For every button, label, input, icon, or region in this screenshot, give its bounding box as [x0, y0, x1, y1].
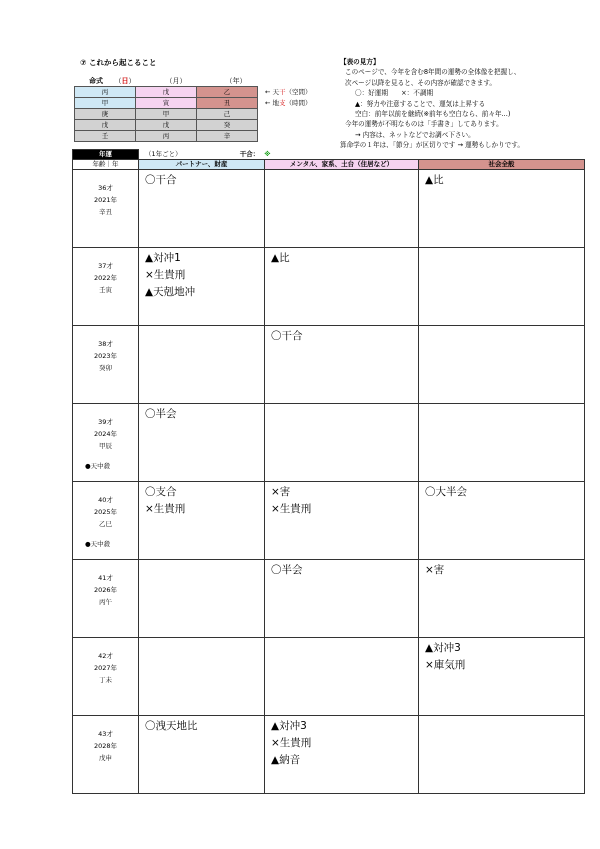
legend-line: → 内容は、ネットなどでお調べ下さい。: [355, 130, 475, 139]
legend-line: このページで、今年を含む8年間の運勢の全体像を把握し、: [345, 68, 521, 77]
year-age: 40才: [98, 496, 113, 504]
legend-line: ▲：努力や注意することで、運気は上昇する: [355, 99, 486, 108]
legend-line: 算命学の１年は、「節分」が区切りです → 運勢もしかりです。: [340, 141, 524, 150]
fortune-entry: ▲対冲3: [271, 720, 307, 732]
fortune-entry: 〇干合: [145, 174, 177, 186]
meishiki-cell: 辛: [197, 131, 258, 142]
partner-cell: [139, 170, 265, 248]
fortune-entry: ▲納音: [271, 754, 301, 766]
mental-cell: [265, 638, 419, 716]
legend-line: 〇：好運期 ×：不調期: [355, 89, 434, 98]
year-pillar-label: （年）: [225, 77, 247, 85]
year-age: 42才: [98, 652, 113, 660]
year-cell: [73, 170, 139, 248]
day-pillar-label: （日）: [114, 77, 136, 85]
year-row: [73, 404, 585, 482]
meishiki-cell: 戊: [136, 120, 197, 131]
fortune-entry: ×生貴刑: [145, 503, 186, 515]
social-cell: [419, 170, 585, 248]
social-cell: [419, 404, 585, 482]
meishiki-cell: 戊: [75, 120, 136, 131]
year-row: [73, 248, 585, 326]
fortune-entry: ×生貴刑: [145, 269, 186, 281]
mental-cell: [265, 716, 419, 794]
tenchusatsu-note: ●天中殺: [85, 540, 111, 548]
meishiki-label: 命式: [89, 77, 103, 85]
year-kanshi: 戊申: [99, 754, 112, 762]
fortune-entry: 〇干合: [271, 330, 303, 342]
legend-line: 空白：前年以前を継続(※前年も空白なら、前々年...): [355, 110, 511, 119]
fortune-entry: ▲対冲3: [425, 642, 461, 654]
nenun-label: 年運: [73, 150, 139, 160]
column-header-row: [73, 160, 585, 170]
meishiki-row: [75, 120, 258, 131]
mental-cell: [265, 482, 419, 560]
fortune-entry: 〇支合: [145, 486, 177, 498]
partner-header: パートナー、財産: [139, 160, 265, 170]
fortune-entry: ×生貴刑: [271, 737, 312, 749]
mental-cell: [265, 560, 419, 638]
year-kanshi: 壬寅: [99, 286, 112, 294]
social-cell: [419, 482, 585, 560]
year-kanshi: 辛丑: [99, 208, 112, 216]
year-year: 2024年: [93, 430, 118, 438]
fortune-table: [72, 149, 585, 794]
meishiki-cell: 壬: [75, 131, 136, 142]
meishiki-cell: 寅: [136, 98, 197, 109]
year-kanshi: 乙巳: [99, 520, 112, 528]
month-pillar-label: （月）: [165, 77, 187, 85]
chishi-note: ← 地支（時間）: [265, 99, 312, 107]
year-age: 36才: [98, 184, 113, 192]
meishiki-row: [75, 98, 258, 109]
partner-cell: [139, 248, 265, 326]
year-row: [73, 560, 585, 638]
meishiki-cell: 癸: [197, 120, 258, 131]
table-top-row: [73, 150, 585, 160]
fortune-entry: 〇半会: [145, 408, 177, 420]
fortune-entry: 〇洩天地比: [145, 720, 198, 732]
partner-cell: [139, 716, 265, 794]
partner-cell: [139, 404, 265, 482]
year-cell: [73, 248, 139, 326]
fortune-entry: ×庫気刑: [425, 659, 466, 671]
meishiki-row: [75, 131, 258, 142]
meishiki-cell: 戊: [136, 87, 197, 98]
legend-line: 今年の運勢が不明なものは「手書き」してあります。: [345, 120, 503, 129]
year-age: 37才: [98, 262, 113, 270]
fortune-entry: ▲比: [271, 252, 290, 264]
meishiki-header: [76, 76, 266, 86]
meishiki-row: [75, 87, 258, 98]
year-age: 38才: [98, 340, 113, 348]
year-year: 2021年: [93, 196, 118, 204]
social-cell: [419, 716, 585, 794]
fortune-entry: ▲天剋地冲: [145, 286, 196, 298]
legend-title: 【表の見方】: [340, 58, 380, 66]
year-age: 39才: [98, 418, 113, 426]
social-cell: [419, 326, 585, 404]
year-kanshi: 丁未: [99, 676, 112, 684]
year-kanshi: 甲辰: [99, 442, 112, 450]
age-year-header: 年齢｜年: [73, 160, 139, 170]
fortune-entry: 〇大半会: [425, 486, 467, 498]
meishiki-cell: 甲: [75, 98, 136, 109]
year-row: [73, 716, 585, 794]
fortune-entry: ▲比: [425, 174, 444, 186]
partner-cell: [139, 326, 265, 404]
year-year: 2022年: [93, 274, 118, 282]
kango-label: 干合：: [239, 149, 260, 158]
year-row: [73, 326, 585, 404]
year-cell: [73, 482, 139, 560]
year-kanshi: 丙午: [99, 598, 112, 606]
meishiki-row: [75, 109, 258, 120]
kango-value: ※: [264, 149, 271, 158]
legend: [340, 57, 580, 151]
year-row: [73, 482, 585, 560]
legend-line: 次ページ以降を見ると、その内容が確認できます。: [345, 78, 496, 87]
tenkan-note: ← 天干（空間）: [265, 88, 312, 96]
meishiki-cell: 庚: [75, 109, 136, 120]
year-age: 43才: [98, 730, 113, 738]
per-year-label: （1年ごと）: [145, 149, 182, 158]
mental-cell: [265, 326, 419, 404]
mental-cell: [265, 404, 419, 482]
year-cell: [73, 326, 139, 404]
meishiki-table: [74, 86, 258, 142]
partner-cell: [139, 560, 265, 638]
section-title: ⑦ これから起こること: [80, 58, 157, 67]
year-year: 2028年: [93, 742, 118, 750]
mental-cell: [265, 248, 419, 326]
fortune-entry: 〇半会: [271, 564, 303, 576]
fortune-entry: ▲対冲1: [145, 252, 181, 264]
year-kanshi: 癸卯: [99, 364, 112, 372]
meishiki-cell: 甲: [136, 109, 197, 120]
social-cell: [419, 248, 585, 326]
tenchusatsu-note: ●天中殺: [85, 462, 111, 470]
partner-cell: [139, 482, 265, 560]
partner-cell: [139, 638, 265, 716]
year-cell: [73, 716, 139, 794]
year-cell: [73, 560, 139, 638]
social-cell: [419, 638, 585, 716]
social-header: 社会全般: [419, 160, 585, 170]
year-cell: [73, 638, 139, 716]
year-age: 41才: [98, 574, 113, 582]
fortune-entry: ×害: [271, 486, 291, 498]
meishiki-cell: 丑: [197, 98, 258, 109]
year-year: 2023年: [93, 352, 118, 360]
year-row: [73, 170, 585, 248]
mental-header: メンタル、家系、土台（住居など）: [265, 160, 419, 170]
meishiki-cell: 己: [197, 109, 258, 120]
meishiki-cell: 乙: [197, 87, 258, 98]
social-cell: [419, 560, 585, 638]
table-top-info: [139, 150, 585, 160]
year-row: [73, 638, 585, 716]
year-year: 2027年: [93, 664, 118, 672]
year-cell: [73, 404, 139, 482]
year-year: 2026年: [93, 586, 118, 594]
mental-cell: [265, 170, 419, 248]
fortune-entry: ×害: [425, 564, 445, 576]
year-year: 2025年: [93, 508, 118, 516]
fortune-entry: ×生貴刑: [271, 503, 312, 515]
meishiki-cell: 丙: [75, 87, 136, 98]
meishiki-cell: 丙: [136, 131, 197, 142]
